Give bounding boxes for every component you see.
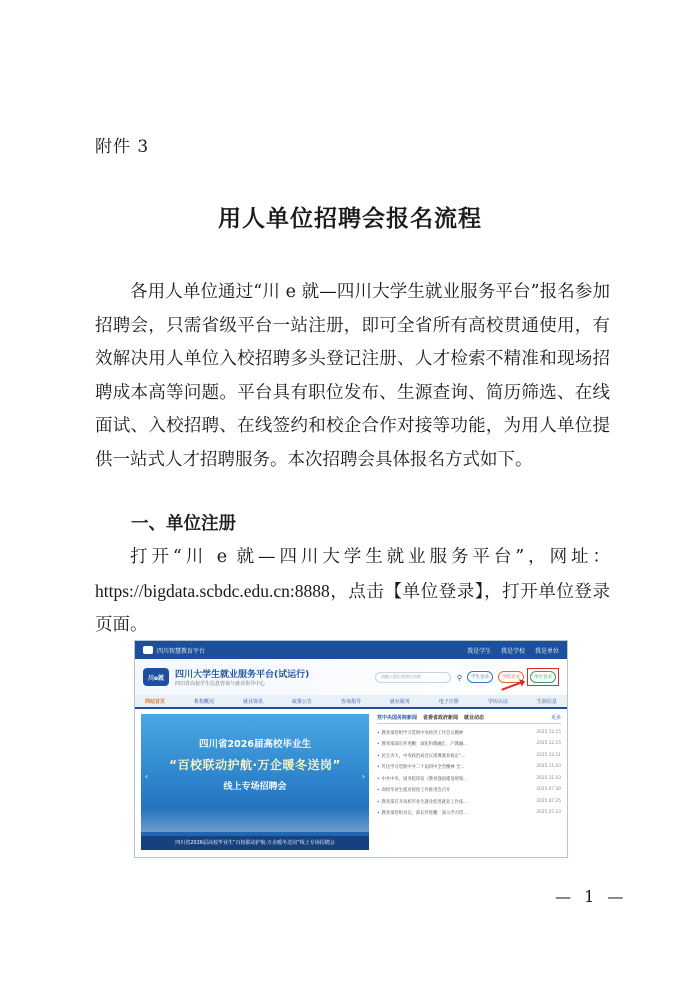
site-name: 四川大学生就业服务平台(试运行) — [175, 670, 310, 680]
news-date: 2025.12.11 — [536, 752, 561, 758]
student-login-button: 学生登录 — [467, 671, 493, 683]
news-tab-central: 党中央国务院新闻 — [377, 715, 418, 721]
news-tab-province: 省委省政府新闻 — [423, 715, 459, 721]
platform-screenshot — [134, 640, 568, 858]
section-heading-registration: 一、单位注册 — [131, 514, 236, 534]
screenshot-content — [135, 709, 567, 857]
nav-item-home: 网站首页 — [145, 698, 166, 705]
topbar-brand-text: 四川智慧教育平台 — [157, 647, 206, 655]
attachment-label: 附件 3 — [95, 137, 150, 157]
news-title: • 民生为大，中央政治局会议部署就业稳定“... — [377, 753, 532, 759]
nav-item: 政策公告 — [291, 698, 312, 705]
nav-item: 就业服务 — [389, 698, 410, 705]
news-tab-employment: 就业动态 — [464, 715, 485, 721]
news-panel — [377, 714, 561, 852]
registration-paragraph — [95, 541, 610, 643]
news-date: 2025.07.23 — [536, 810, 561, 815]
news-title: • 高校毕业生就业促进工作推进会召开 — [377, 787, 532, 793]
news-item — [377, 810, 561, 816]
banner-line-2: “百校联动护航·万企暖冬送岗” — [169, 758, 341, 772]
nav-item: 电子注册 — [438, 698, 459, 705]
news-title: • 教育部召开高校毕业生就业促进就业工作座... — [377, 799, 532, 805]
news-date: 2025.11.03 — [536, 775, 561, 781]
screenshot-nav — [135, 695, 567, 709]
nav-item: 学历认证 — [487, 698, 508, 705]
paragraph-text-b: ，点击【单位登录】，打开单位登录页面。 — [95, 581, 610, 635]
chevron-right-icon: › — [361, 772, 365, 781]
topbar-links — [459, 646, 559, 655]
site-name-block — [175, 667, 309, 687]
news-item — [377, 787, 561, 793]
nav-item: 机构概况 — [193, 698, 214, 705]
search-input — [375, 672, 462, 683]
paragraph-text-a: 打开“川 e 就—四川大学生就业服务平台”，网址： — [130, 547, 610, 567]
news-item — [377, 753, 561, 759]
news-title: • 教育部党组学习贯彻中央经济工作会议精神 — [377, 730, 532, 736]
site-subtitle: 四川省高校学生信息咨询与就业指导中心 — [175, 681, 266, 687]
nav-item: 生源信息 — [536, 698, 557, 705]
screenshot-topbar — [135, 641, 567, 659]
search-placeholder: 请输入职位或单位名称 — [381, 674, 421, 679]
brand-logo-icon — [143, 646, 153, 654]
news-item — [377, 730, 561, 736]
news-item — [377, 764, 561, 770]
news-date: 2025.12.15 — [536, 729, 561, 735]
school-login-button: 学校登录 — [498, 671, 524, 683]
chevron-left-icon: ‹ — [145, 772, 149, 781]
intro-paragraph: 各用人单位通过“川 e 就—四川大学生就业服务平台”报名参加招聘会，只需省级平台一站注册，即可全省所有高校贯通使用，有效解决用人单位入校招聘多头登记注册、人才检索不精准和现场招聘成本高等问题。平台具有职位发布、生源查询、简历筛选、在线面试、入校招聘、在线签约和校企合作对接等功能，为用人单位提供一站式人才招聘服务。本次招聘会具体报名方式如下。 — [95, 282, 610, 470]
platform-url: https://bigdata.scbdc.edu.cn:8888 — [95, 580, 330, 601]
news-title: • 教育部党组书记、部长怀进鹏：深入学习贯... — [377, 810, 532, 816]
news-item — [377, 776, 561, 782]
highlight-box — [527, 668, 559, 686]
topbar-brand — [143, 646, 205, 655]
banner-skyline — [141, 808, 369, 832]
topbar-link-company: 我是单位 — [534, 647, 559, 655]
news-item — [377, 799, 561, 805]
nav-item: 咨询指导 — [340, 698, 361, 705]
news-date: 2025.07.25 — [536, 798, 561, 804]
news-more-link: 更多 — [550, 715, 561, 721]
news-title: • 中共中央、国务院印发《教育强国建设规划... — [377, 776, 532, 782]
topbar-link-student: 我是学生 — [467, 647, 492, 655]
event-banner — [141, 714, 369, 850]
search-icon: ⚲ — [456, 673, 462, 682]
document-title: 用人单位招聘会报名流程 — [218, 205, 482, 232]
page-number: — 1 — — [555, 887, 628, 906]
news-title: • 传达学习贯彻中共二十届四中全会精神 全... — [377, 764, 532, 770]
site-logo: 川e就 — [143, 668, 169, 686]
news-date: 2025.11.03 — [536, 764, 561, 769]
company-login-button: 单位登录 — [530, 671, 556, 683]
news-date: 2025.12.15 — [536, 741, 561, 746]
topbar-link-school: 我是学校 — [501, 647, 526, 655]
banner-caption: 四川省2026届高校毕业生“百校联动护航·万企暖冬送岗”线上专场招聘会 — [141, 836, 369, 850]
news-item — [377, 741, 561, 747]
news-title: • 教育部部长怀进鹏：深化科教融汇、产教融... — [377, 741, 532, 747]
banner-line-1: 四川省2026届高校毕业生 — [199, 739, 311, 750]
banner-line-3: 线上专场招聘会 — [223, 782, 287, 792]
news-tabs — [377, 714, 561, 724]
news-date: 2025.07.30 — [536, 787, 561, 792]
nav-item: 就业资讯 — [242, 698, 263, 705]
